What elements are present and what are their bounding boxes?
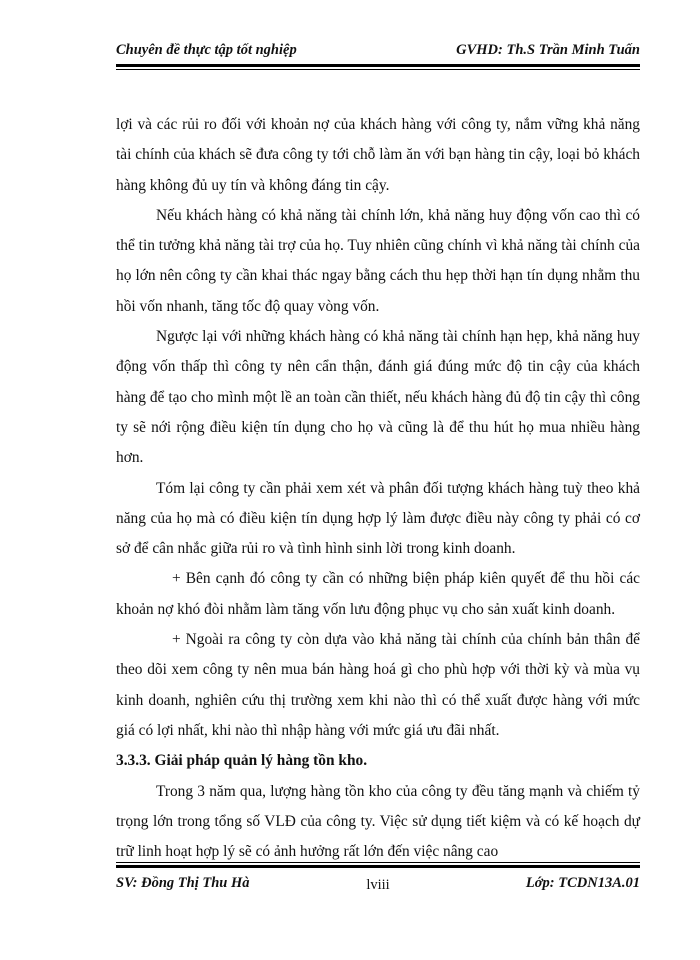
page-number: lviii	[366, 877, 390, 893]
header-title: Chuyên đề thực tập tốt nghiệp	[116, 42, 297, 58]
paragraph-4: Tóm lại công ty cần phải xem xét và phân đối tượng khách hàng tuỳ theo khả năng của họ mà có điều kiện tín dụng hợp lý làm được điều này công ty phải có cơ sở để cân nhắc giữa rủi ro và tình hình sinh lời trong kinh doanh.	[116, 479, 640, 558]
page-header	[116, 40, 640, 70]
paragraph-7: Trong 3 năm qua, lượng hàng tồn kho của công ty đều tăng mạnh và chiếm tỷ trọng lớn trong tổng số VLĐ của công ty. Việc sử dụng tiết kiệm và có kế hoạch dự trữ linh hoạt hợp lý sẽ có ảnh hưởng rất lớn đến việc nâng cao	[116, 782, 640, 861]
paragraph-2: Nếu khách hàng có khả năng tài chính lớn, khả năng huy động vốn cao thì có thể tin tưởng khả năng tài trợ của họ. Tuy nhiên cũng chính vì khả năng tài chính của họ lớn nên công ty cần khai thác ngay bằng cách thu hẹp thời hạn tín dụng nhằm thu hồi vốn nhanh, tăng tốc độ quay vòng vốn.	[116, 206, 640, 315]
paragraph-3: Ngược lại với những khách hàng có khả năng tài chính hạn hẹp, khả năng huy động vốn thấp thì công ty nên cẩn thận, đánh giá đúng mức độ tin cậy của khách hàng để tạo cho mình một lề an toàn cần thiết, nếu khách hàng đủ độ tin cậy thì công ty sẽ nới rộng điều kiện tín dụng cho họ và cũng là để thu hút họ mua nhiều hàng hơn.	[116, 328, 640, 467]
page-footer	[116, 862, 640, 922]
paragraph-6: + Ngoài ra công ty còn dựa vào khả năng tài chính của chính bản thân để theo dõi xem công ty nên mua bán hàng hoá gì cho phù hợp với thời kỳ và mùa vụ kinh doanh, nghiên cứu thị trường xem khi nào thì có thể xuất được hàng với mức giá có lợi nhất, khi nào thì nhập hàng với mức giá ưu đãi nhất.	[116, 631, 640, 739]
header-advisor: GVHD: Th.S Trần Minh Tuấn	[456, 42, 640, 58]
header-rule	[116, 64, 640, 70]
section-heading: 3.3.3. Giải pháp quản lý hàng tồn kho.	[116, 752, 368, 770]
document-body	[116, 110, 640, 867]
footer-rule	[116, 862, 640, 868]
footer-class: Lớp: TCDN13A.01	[525, 875, 640, 891]
footer-student: SV: Đồng Thị Thu Hà	[116, 875, 250, 891]
paragraph-1: lợi và các rủi ro đối với khoản nợ của khách hàng với công ty, nắm vững khả năng tài chính của khách sẽ đưa công ty tới chỗ làm ăn với bạn hàng tin cậy, loại bỏ khách hàng không đủ uy tín và không đáng tin cậy.	[116, 116, 640, 194]
paragraph-5: + Bên cạnh đó công ty cần có những biện pháp kiên quyết để thu hồi các khoản nợ khó đòi nhằm làm tăng vốn lưu động phục vụ cho sản xuất kinh doanh.	[116, 570, 640, 618]
